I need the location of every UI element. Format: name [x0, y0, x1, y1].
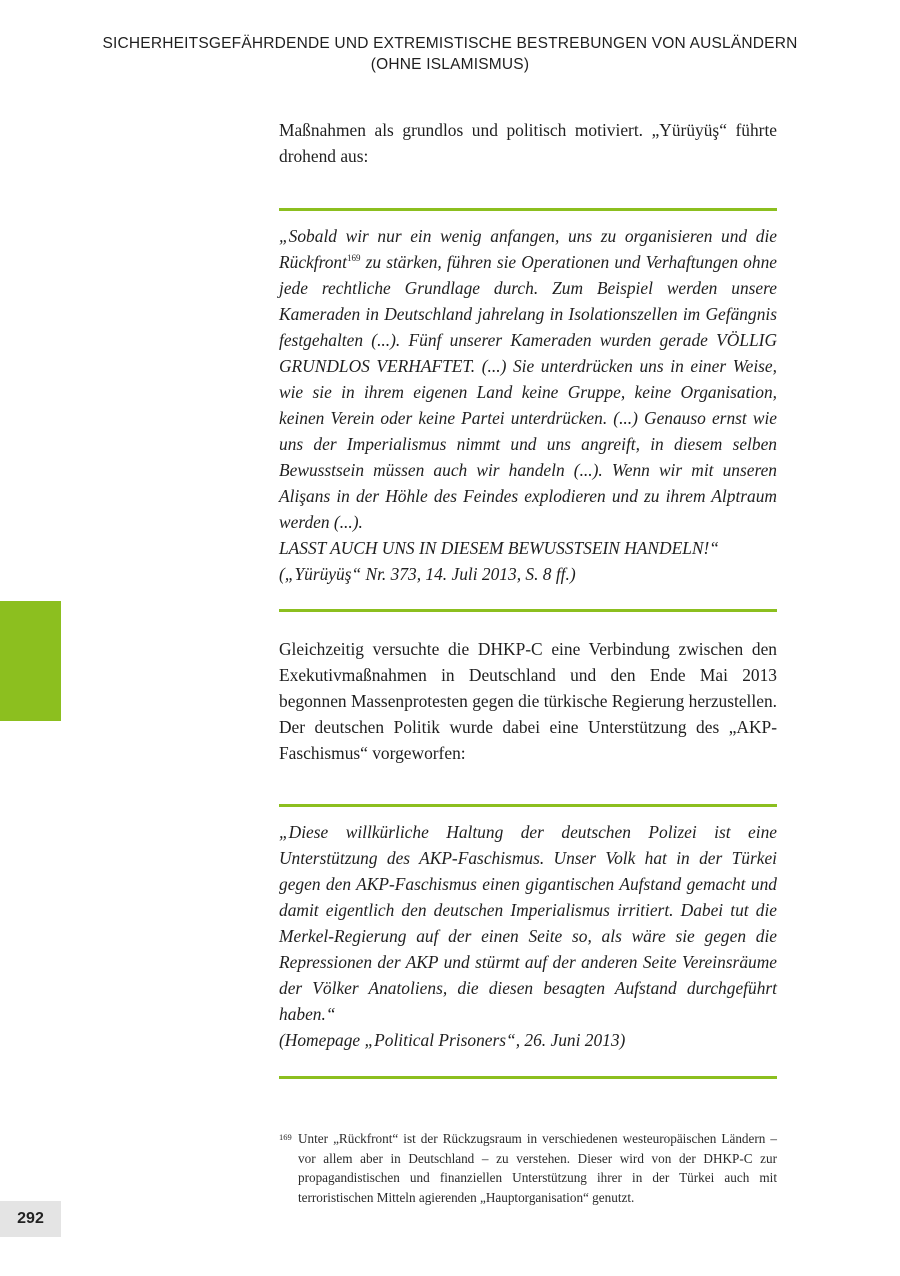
- blockquote-2: [279, 804, 777, 1079]
- page-number-box: [0, 1201, 61, 1237]
- blockquote-2-source: (Homepage „Political Prisoners“, 26. Juni 2013): [279, 1030, 626, 1050]
- running-header-line-1: SICHERHEITSGEFÄHRDENDE UND EXTREMISTISCHE BESTREBUNGEN VON AUSLÄNDERN: [102, 35, 798, 52]
- page-number: 292: [17, 1210, 44, 1227]
- running-header-line-2: (OHNE ISLAMISMUS): [370, 56, 530, 73]
- footnote-text: Unter „Rückfront“ ist der Rückzugsraum in verschiedenen westeuropäischen Ländern – vor allem aber in Deutschland – zu verstehen. Dieser wird von der DHKP-C zur propagandistischen und finanziellen Unterstützung ihrer in der Türkei auch mit terroristischen Mitteln agierenden „Hauptorganisation“ genutzt.: [298, 1131, 777, 1205]
- chapter-marker-tab: [0, 601, 61, 721]
- blockquote-1-text: [279, 223, 777, 587]
- footnote-number: 169: [279, 1132, 292, 1142]
- blockquote-1: [279, 208, 777, 612]
- paragraph-1: Maßnahmen als grundlos und politisch motiviert. „Yürüyüş“ führte drohend aus:: [279, 120, 777, 166]
- blockquote-1-text-part-1: „Sobald wir nur ein wenig anfangen, uns zu organisieren und die Rückfront: [279, 226, 777, 272]
- paragraph-2: Gleichzeitig versuchte die DHKP-C eine Verbindung zwischen den Exekutivmaßnahmen in Deutschland und den Ende Mai 2013 begonnen Massenprotesten gegen die türkische Regierung herzustellen. Der deutschen Politik wurde dabei eine Unterstützung des „AKP-Faschismus“ vorgeworfen:: [279, 639, 777, 763]
- footnote-reference-169[interactable]: 169: [346, 253, 361, 263]
- blockquote-1-source: („Yürüyüş“ Nr. 373, 14. Juli 2013, S. 8 ff.): [279, 564, 576, 584]
- running-header: [0, 33, 900, 75]
- blockquote-1-text-part-2: zu stärken, führen sie Operationen und Verhaftungen ohne jede rechtliche Grundlage durch. Zum Beispiel werden unsere Kameraden in Deutschland jahrelang in Isolationszellen im Gefängnis festgehalten (...). Fünf unserer Kameraden wurden gerade VÖLLIG GRUNDLOS VERHAFTET. (...) Sie unterdrücken uns in einer Weise, wie sie in ihrem eigenen Land keine Gruppe, keine Organisation, keinen Verein oder keine Partei unterdrücken. (...) Genauso ernst wie uns der Imperialismus nimmt und uns angreift, in diesem selben Bewusstsein müssen auch wir handeln (...). Wenn wir mit unseren Alişans in der Höhle des Feindes explodieren und zu ihrem Alptraum werden (...).: [279, 252, 777, 532]
- blockquote-1-final-line: LASST AUCH UNS IN DIESEM BEWUSSTSEIN HANDELN!“: [279, 538, 719, 558]
- blockquote-2-text-body: „Diese willkürliche Haltung der deutschen Polizei ist eine Unterstützung des AKP-Faschismus. Unser Volk hat in der Türkei gegen den AKP-Faschismus einen gigantischen Aufstand gemacht und damit eigentlich den deutschen Imperialismus irritiert. Dabei tut die Merkel-Regierung auf der einen Seite so, als wäre sie gegen die Repressionen der AKP und stürmt auf der anderen Seite Vereinsräume der Völker Anatoliens, die diesen besagten Aufstand durchgeführt haben.“: [279, 822, 777, 1024]
- paragraph-1-block: [279, 117, 777, 169]
- footnote-169: [279, 1129, 777, 1207]
- blockquote-2-text: [279, 819, 777, 1053]
- paragraph-2-block: [279, 636, 777, 766]
